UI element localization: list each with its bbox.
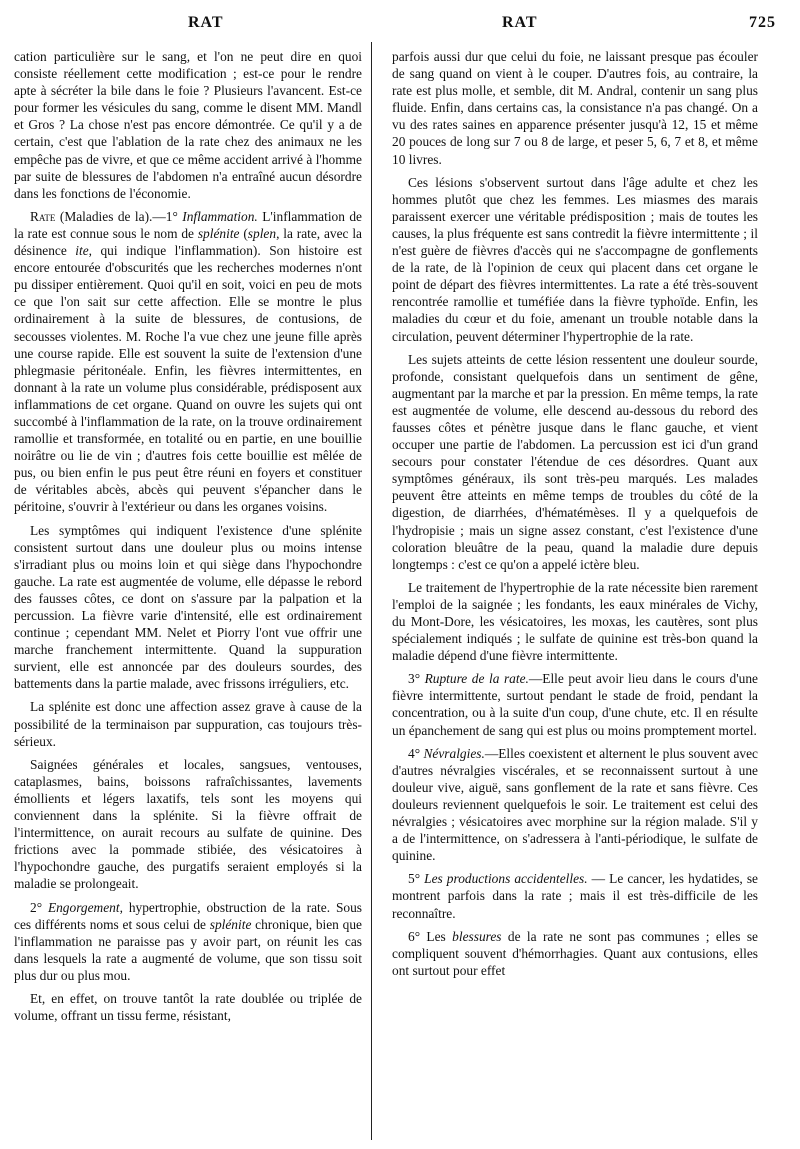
text-run: (Maladies de la).—1° xyxy=(55,208,183,224)
text-run: — Le cancer, les hydatides, se montrent parfois dans la rate ; mais il est très-difficile de les reconnaître. xyxy=(392,871,758,921)
header-left-title: RAT xyxy=(188,14,224,31)
running-header xyxy=(0,14,800,40)
text-run: —Elle peut avoir lieu dans le cours d'une fièvre intermittente, surtout pendant le stade de froid, pendant la concentration, ou à la suite d'un coup, d'une chute, etc. Il en résulte un épanchement de sang qui est plus ou moins promptement mortel. xyxy=(392,671,758,738)
section-subtitle: Rupture de la rate. xyxy=(424,671,529,687)
page-number: 725 xyxy=(749,14,776,31)
paragraph: parfois aussi dur que celui du foie, ne laissant presque pas écouler de sang quand on vient à le couper. D'autres fois, au contraire, la rate est plus molle, et semble, dit M. Andral, contenir un sang plus fluide. Enfin, dans certains cas, la consistance n'a pas changé. On a vu des rates saines en apparence présenter jusqu'à 12, 15 et même 20 pouces de long sur 7 ou 8 de large, et peser 5, 6, 7 et 8, et même 10 livres. xyxy=(392,49,758,167)
section-paragraph xyxy=(14,899,362,984)
entry-term: Rate xyxy=(30,208,56,224)
text-run: chronique, bien que l'inflammation ne paraisse pas y avoir part, on réunit les cas dans lesquels la rate a augmenté de volume, que son tissu soit plus dur ou plus mou. xyxy=(14,916,362,983)
section-subtitle: Névralgies. xyxy=(423,745,485,761)
section-number: 4° xyxy=(408,745,424,761)
right-column xyxy=(392,48,758,979)
paragraph: Ces lésions s'observent surtout dans l'âge adulte et chez les hommes plutôt que chez les femmes. Les miasmes des marais paraissent exercer une véritable prédisposition ; mais de toutes les causes, la plus fréquente est sans contredit la fièvre intermittente ; il n'est guère de fièvres d'accès qui ne s'accompagne de gonflements de la rate, de là l'opinion de ceux qui placent dans cet organe le point de départ des fièvres intermittentes. La rate a été très-souvent rencontrée ramollie et tuméfiée dans la fièvre typhoïde. Enfin, les maladies du cœur et du foie, amenant un trouble notable dans la circulation, peuvent déterminer l'hypertrophie de la rate. xyxy=(392,174,758,344)
section-paragraph xyxy=(392,870,758,921)
italic-term: splénite xyxy=(209,916,252,932)
text-run: , la rate, avec la désinence xyxy=(14,225,362,259)
header-right-title: RAT xyxy=(502,14,538,31)
text-run: L'inflammation de la rate est connue sous le nom de xyxy=(14,208,362,241)
text-run: —Elles coexistent et alternent le plus souvent avec d'autres névralgies viscérales, et se reconnaissent surtout à une douleur vive, aiguë, sans gonflement de la rate et sans fièvre. Ces douleurs reviennent quelquefois le soir. Le traitement est celui des névralgies ; vésicatoires avec morphine sur la région malade. S'il y a de l'intermittence, on s'adressera à l'anti-périodique, le sulfate de quinine. xyxy=(392,745,758,864)
text-run: de la rate ne sont pas communes ; elles se compliquent souvent d'hémorrhagies. Quant aux contusions, elles ont surtout pour effet xyxy=(392,928,758,978)
section-number: 6° Les xyxy=(408,928,453,944)
text-run: , qui indique l'inflammation). Son histoire est encore entourée d'obscurités que les recherches modernes n'ont pu dissiper entièrement. Quoi qu'il en soit, voici en peu de mots ce que l'on sait sur cette affection. Elle se montre le plus ordinairement à la suite de blessures, de contusions, de secousses violentes. M. Roche l'a vue chez une jeune fille après une course rapide. Elle est souvent la suite de l'extension d'une phlegmasie péritonéale. Enfin, les fièvres intermittentes, en donnant à la rate un volume plus considérable, prédisposent aux inflammations de cet organe. Quand on ouvre les sujets qui ont succombé à l'inflammation de la rate, on la trouve ordinairement ramollie et transformée, en totalité ou en partie, en une bouillie noirâtre ou lie de vin ; d'autres fois cette bouillie est mêlée de pus, ou bien enfin le pus peut être réuni en foyers et constituer de véritables abcès, abcès qui peuvent s'épancher dans le péritoine, s'ouvrir à l'extérieur ou dans les organes voisins. xyxy=(14,243,362,515)
section-paragraph xyxy=(392,745,758,865)
italic-term: splen xyxy=(247,225,277,241)
section-paragraph xyxy=(392,670,758,738)
text-run: , hypertrophie, obstruction de la rate. Sous ces différents noms et sous celui de xyxy=(14,899,362,932)
paragraph: Et, en effet, on trouve tantôt la rate doublée ou triplée de volume, offrant un tissu ferme, résistant, xyxy=(14,990,362,1024)
paragraph: Le traitement de l'hypertrophie de la rate nécessite bien rarement l'emploi de la saignée ; les fondants, les eaux minérales de Vichy, du Mont-Dore, les vésicatoires, les moxas, les cautères, sont plus spécialement indiqués ; le sulfate de quinine est très-bon quand la maladie dépend d'une fièvre intermittente. xyxy=(392,579,758,664)
column-divider xyxy=(371,42,372,1140)
section-paragraph xyxy=(392,928,758,979)
section-subtitle: Inflammation. xyxy=(182,208,258,224)
italic-term: splénite xyxy=(197,225,240,241)
section-subtitle: Engorgement xyxy=(47,899,120,915)
paragraph: Les symptômes qui indiquent l'existence d'une splénite consistent surtout dans une douleur plus ou moins intense s'irradiant plus ou moins loin et qui siège dans l'hypochondre gauche. La rate est augmentée de volume, elle dépasse le rebord des fausses côtes, ce dont on s'assure par la palpation et la percussion. La fièvre varie d'intensité, elle est ordinairement continue ; cependant MM. Nelet et Piorry l'ont vue offrir une marche franchement intermittente. Quand la suppuration survient, elle est annoncée par des douleurs sourdes, des battements dans la partie malade, avec frissons irréguliers, etc. xyxy=(14,522,362,692)
section-subtitle: blessures xyxy=(452,928,502,944)
text-run: ( xyxy=(239,225,248,241)
section-number: 3° xyxy=(408,671,425,687)
entry-paragraph xyxy=(14,208,362,516)
paragraph: Les sujets atteints de cette lésion ressentent une douleur sourde, profonde, consistant quelquefois dans un sentiment de gêne, augmentant par la marche et par la pression. En même temps, la rate est augmentée de volume, elle descend au-dessous du rebord des fausses côtes et pénètre jusque dans le flanc gauche, et vient occuper une partie de l'abdomen. La percussion est ici d'un grand secours pour constater l'étendue de ces désordres. Quant aux symptômes généraux, ils sont très-peu marqués. Les malades peuvent être atteints en même temps de troubles du côté de la digestion, de diarrhées, d'hématémèses. Il y a quelquefois de l'hydropisie ; mais un signe assez constant, c'est l'existence d'une coloration bleuâtre de la peau, quand la maladie dure depuis longtemps : c'est ce qu'on a appelé ictère bleu. xyxy=(392,351,758,572)
section-number: 5° xyxy=(408,871,425,887)
paragraph: La splénite est donc une affection assez grave à cause de la possibilité de la terminaison par suppuration, cas toujours très-sérieux. xyxy=(14,699,362,749)
left-column xyxy=(14,48,362,1024)
section-number: 2° xyxy=(30,899,48,915)
paragraph: Saignées générales et locales, sangsues, ventouses, cataplasmes, bains, boissons rafraîchissantes, lavements émollients et légers laxatifs, tels sont les moyens qui conviennent dans la splénite. Si la fièvre offrait de l'intermittence, on aurait recours au sulfate de quinine. Des frictions avec la pommade stibiée, des vésicatoires à l'hypochondre gauche, des purgatifs seraient employés si la maladie se prolongeait. xyxy=(14,756,362,892)
section-subtitle: Les productions accidentelles. xyxy=(424,871,588,887)
italic-term: ite xyxy=(75,243,89,259)
paragraph: cation particulière sur le sang, et l'on ne peut dire en quoi consiste réellement cette modification ; est-ce pour le rendre apte à sécréter la bile dans le foie ? Plusieurs l'avancent. Est-ce pour former les vésicules du sang, comme le disent MM. Mandl et Gros ? La chose n'est pas encore démontrée. Ce qu'il y a de certain, c'est que l'ablation de la rate chez des animaux ne les empêche pas de vivre, et que ce même accident arrivé à l'homme par suite de blessures de l'abdomen n'a entraîné aucun désordre dans les fonctions de l'économie. xyxy=(14,49,362,201)
